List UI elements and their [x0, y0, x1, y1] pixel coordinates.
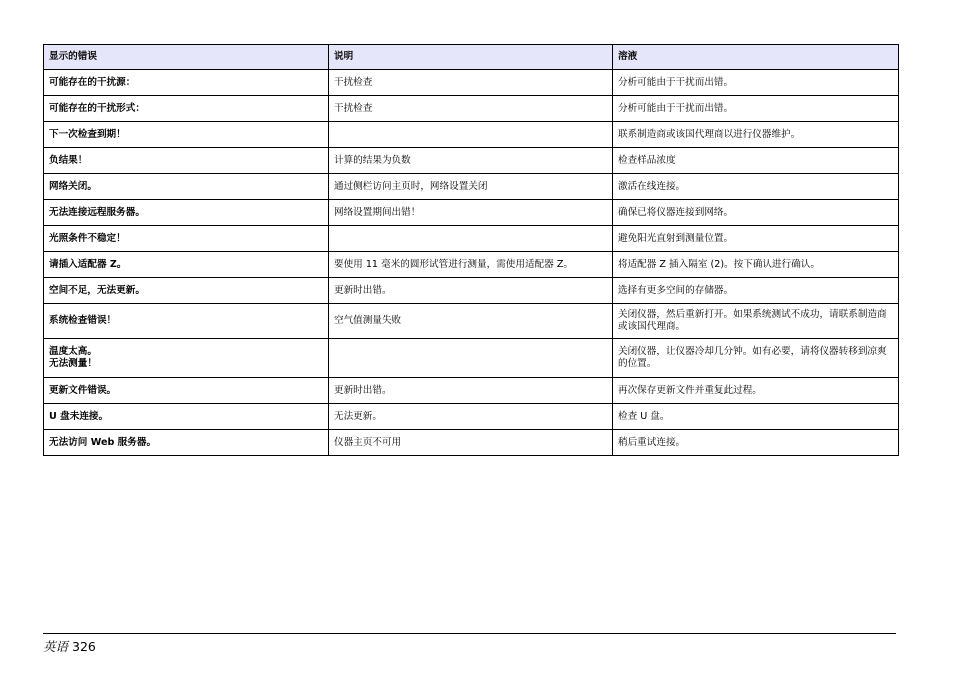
table-row	[44, 122, 899, 148]
error-table-container	[43, 44, 898, 456]
footer-page-number: 326	[72, 639, 96, 654]
error-cell: 无法连接远程服务器。	[44, 200, 329, 226]
description-cell	[329, 226, 613, 252]
table-row	[44, 226, 899, 252]
header-solution: 溶液	[613, 45, 899, 70]
description-cell: 要使用 11 毫米的圆形试管进行测量，需使用适配器 Z。	[329, 252, 613, 278]
footer-language: 英语	[43, 639, 69, 654]
error-cell: 下一次检查到期！	[44, 122, 329, 148]
error-cell: U 盘未连接。	[44, 404, 329, 430]
page-footer	[43, 639, 96, 655]
description-cell: 通过侧栏访问主页时，网络设置关闭	[329, 174, 613, 200]
solution-cell: 关闭仪器，然后重新打开。如果系统测试不成功，请联系制造商或该国代理商。	[613, 304, 899, 339]
header-error: 显示的错误	[44, 45, 329, 70]
error-cell: 温度太高。 无法测量！	[44, 339, 329, 378]
error-cell: 空间不足，无法更新。	[44, 278, 329, 304]
table-row	[44, 148, 899, 174]
error-cell: 负结果！	[44, 148, 329, 174]
description-cell: 更新时出错。	[329, 378, 613, 404]
description-cell: 干扰检查	[329, 96, 613, 122]
table-row	[44, 304, 899, 339]
description-cell	[329, 122, 613, 148]
error-cell: 系统检查错误！	[44, 304, 329, 339]
table-row	[44, 404, 899, 430]
solution-cell: 分析可能由于干扰而出错。	[613, 96, 899, 122]
description-cell: 干扰检查	[329, 70, 613, 96]
table-row	[44, 339, 899, 378]
solution-cell: 检查 U 盘。	[613, 404, 899, 430]
table-row	[44, 200, 899, 226]
description-cell: 无法更新。	[329, 404, 613, 430]
solution-cell: 避免阳光直射到测量位置。	[613, 226, 899, 252]
solution-cell: 分析可能由于干扰而出错。	[613, 70, 899, 96]
solution-cell: 确保已将仪器连接到网络。	[613, 200, 899, 226]
solution-cell: 稍后重试连接。	[613, 430, 899, 456]
solution-cell: 将适配器 Z 插入隔室 (2)。按下确认进行确认。	[613, 252, 899, 278]
table-header-row	[44, 45, 899, 70]
description-cell	[329, 339, 613, 378]
error-cell: 可能存在的干扰形式：	[44, 96, 329, 122]
description-cell: 仪器主页不可用	[329, 430, 613, 456]
table-row	[44, 252, 899, 278]
description-cell: 网络设置期间出错！	[329, 200, 613, 226]
solution-cell: 激活在线连接。	[613, 174, 899, 200]
table-row	[44, 278, 899, 304]
solution-cell: 联系制造商或该国代理商以进行仪器维护。	[613, 122, 899, 148]
error-cell: 无法访问 Web 服务器。	[44, 430, 329, 456]
error-cell: 请插入适配器 Z。	[44, 252, 329, 278]
description-cell: 空气值测量失败	[329, 304, 613, 339]
solution-cell: 再次保存更新文件并重复此过程。	[613, 378, 899, 404]
table-row	[44, 70, 899, 96]
description-cell: 计算的结果为负数	[329, 148, 613, 174]
table-row	[44, 378, 899, 404]
table-row	[44, 96, 899, 122]
error-cell: 更新文件错误。	[44, 378, 329, 404]
table-row	[44, 430, 899, 456]
error-table	[43, 44, 899, 456]
table-row	[44, 174, 899, 200]
header-description: 说明	[329, 45, 613, 70]
solution-cell: 关闭仪器，让仪器冷却几分钟。如有必要，请将仪器转移到凉爽的位置。	[613, 339, 899, 378]
solution-cell: 选择有更多空间的存储器。	[613, 278, 899, 304]
error-cell: 网络关闭。	[44, 174, 329, 200]
description-cell: 更新时出错。	[329, 278, 613, 304]
error-cell: 可能存在的干扰源：	[44, 70, 329, 96]
footer-divider	[43, 633, 896, 634]
error-cell: 光照条件不稳定！	[44, 226, 329, 252]
solution-cell: 检查样品浓度	[613, 148, 899, 174]
